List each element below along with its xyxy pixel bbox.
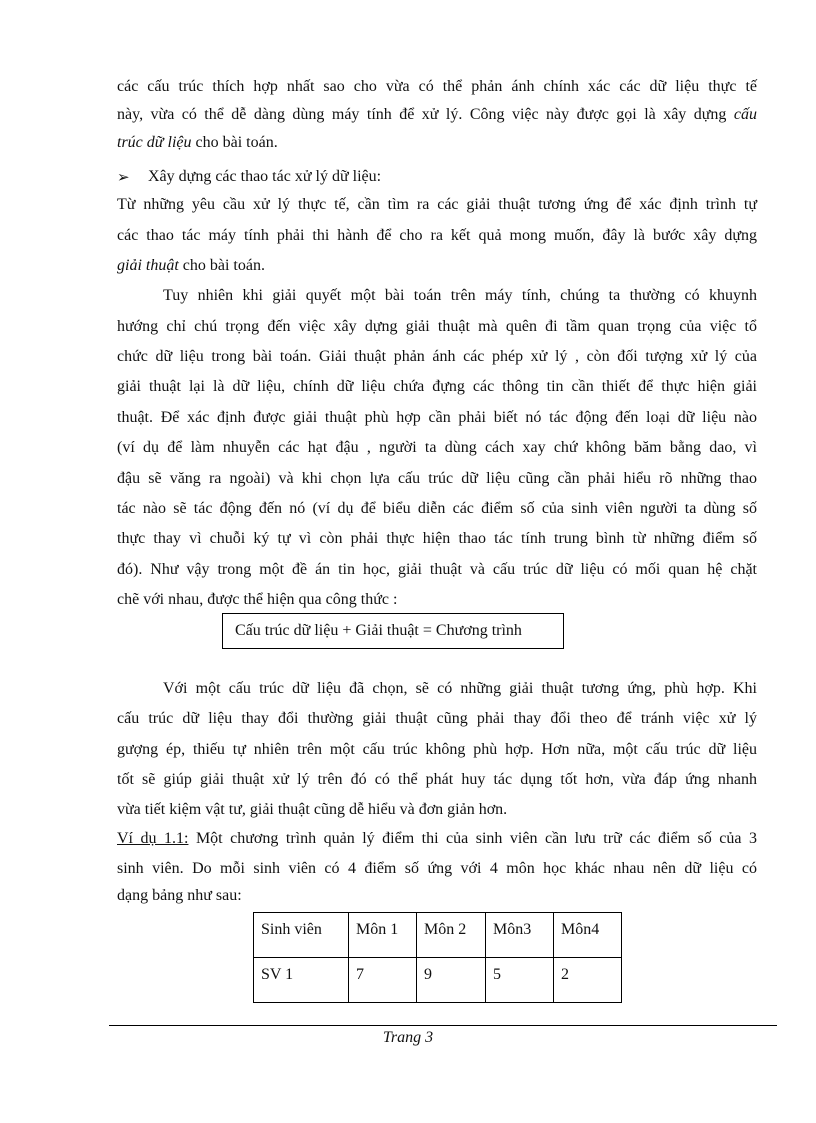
- paragraph-line: vừa tiết kiệm vật tư, giải thuật cũng dễ hiểu và đơn giản hơn.: [117, 801, 508, 818]
- table-header-cell: Môn4: [554, 913, 622, 958]
- formula-box: [222, 613, 564, 649]
- page-number: Trang 3: [382, 1029, 434, 1046]
- grades-table: [253, 912, 622, 1003]
- paragraph-line: Tuy nhiên khi giải quyết một bài toán trên máy tính, chúng ta thường có khuynh: [163, 287, 757, 304]
- paragraph-line: [117, 77, 757, 97]
- table-header-cell: Môn 1: [349, 913, 417, 958]
- arrow-bullet-icon: ➢: [117, 170, 130, 186]
- paragraph-line: đậu sẽ văng ra ngoài) và khi chọn lựa cấu trúc dữ liệu cũng cần phải hiểu rõ những thao: [117, 470, 757, 487]
- paragraph-line: hướng chỉ chú trọng đến việc xây dựng giải thuật mà quên đi tầm quan trọng của việc tổ: [117, 318, 757, 335]
- italic-term: cấu: [733, 106, 757, 123]
- paragraph-line: [117, 256, 265, 276]
- bullet-heading: Xây dựng các thao tác xử lý dữ liệu:: [148, 168, 382, 185]
- table-row: [254, 958, 622, 1003]
- paragraph-line: [117, 829, 757, 849]
- paragraph-line: chức dữ liệu trong bài toán. Giải thuật phản ánh các phép xử lý , còn đối tượng xử lý của: [117, 348, 757, 365]
- text: Một chương trình quản lý điểm thi của sinh viên cần lưu trữ các điểm số của 3: [188, 830, 757, 847]
- paragraph-line: [117, 133, 278, 153]
- paragraph-line: tác nào sẽ tác động đến nó (ví dụ để biểu diễn các điểm số của sinh viên người ta dùng số: [117, 500, 757, 517]
- italic-term: trúc dữ liệu: [117, 134, 192, 151]
- paragraph-line: đó). Như vậy trong một đề án tin học, giải thuật và cấu trúc dữ liệu có mối quan hệ chặt: [117, 561, 757, 578]
- table-cell: 9: [417, 958, 486, 1003]
- paragraph-line: các thao tác máy tính phải thi hành để cho ra kết quả mong muốn, đây là bước xây dựng: [117, 227, 757, 244]
- table-cell: 2: [554, 958, 622, 1003]
- table-header-cell: Môn3: [486, 913, 554, 958]
- example-label: Ví dụ 1.1:: [117, 830, 189, 847]
- paragraph-line: Từ những yêu cầu xử lý thực tế, cần tìm ra các giải thuật tương ứng để xác định trình tự: [117, 196, 757, 213]
- italic-term: giải thuật: [117, 257, 179, 274]
- paragraph-line: thuật. Để xác định được giải thuật phù hợp cần phải biết nó tác động đến loại dữ liệu nào: [117, 409, 757, 426]
- paragraph-line: [117, 105, 757, 125]
- paragraph-line: tốt sẽ giúp giải thuật xử lý trên đó có thể phát huy tác dụng tốt hơn, vừa đáp ứng nhanh: [117, 771, 757, 788]
- table-header-row: [254, 913, 622, 958]
- formula-text: Cấu trúc dữ liệu + Giải thuật = Chương trình: [235, 622, 522, 639]
- paragraph-line: Với một cấu trúc dữ liệu đã chọn, sẽ có những giải thuật tương ứng, phù hợp. Khi: [163, 680, 757, 697]
- paragraph-line: giải thuật lại là dữ liệu, chính dữ liệu chứa đựng các thông tin cần thiết để thực hiện giải: [117, 378, 757, 395]
- text: các cấu trúc thích hợp nhất sao cho vừa có thể phản ánh chính xác các dữ liệu thực tế: [117, 78, 757, 95]
- paragraph-line: sinh viên. Do mỗi sinh viên có 4 điểm số ứng với 4 môn học khác nhau nên dữ liệu có: [117, 860, 757, 877]
- paragraph-line: (ví dụ để làm nhuyễn các hạt đậu , người ta dùng cách xay chứ không băm bằng dao, vì: [117, 439, 757, 456]
- paragraph-line: gượng ép, thiếu tự nhiên trên một cấu trúc không phù hợp. Hơn nữa, một cấu trúc dữ liệu: [117, 741, 757, 758]
- table-header-cell: Sinh viên: [254, 913, 349, 958]
- paragraph-line: chẽ với nhau, được thể hiện qua công thức :: [117, 591, 398, 608]
- paragraph-line: cấu trúc dữ liệu thay đổi thường giải thuật cũng phải thay đổi theo để tránh việc xử lý: [117, 710, 757, 727]
- paragraph-line: thực thay vì chuỗi ký tự vì còn phải thực hiện thao tác tính trung bình từ những điểm số: [117, 530, 757, 547]
- paragraph-line: dạng bảng như sau:: [117, 887, 242, 904]
- text: cho bài toán.: [178, 257, 265, 274]
- table-cell: 7: [349, 958, 417, 1003]
- footer-divider: [109, 1025, 777, 1026]
- text: này, vừa có thể dễ dàng dùng máy tính để xử lý. Công việc này được gọi là xây dựng: [117, 106, 734, 123]
- table-cell: SV 1: [254, 958, 349, 1003]
- table-cell: 5: [486, 958, 554, 1003]
- text: cho bài toán.: [191, 134, 278, 151]
- table-header-cell: Môn 2: [417, 913, 486, 958]
